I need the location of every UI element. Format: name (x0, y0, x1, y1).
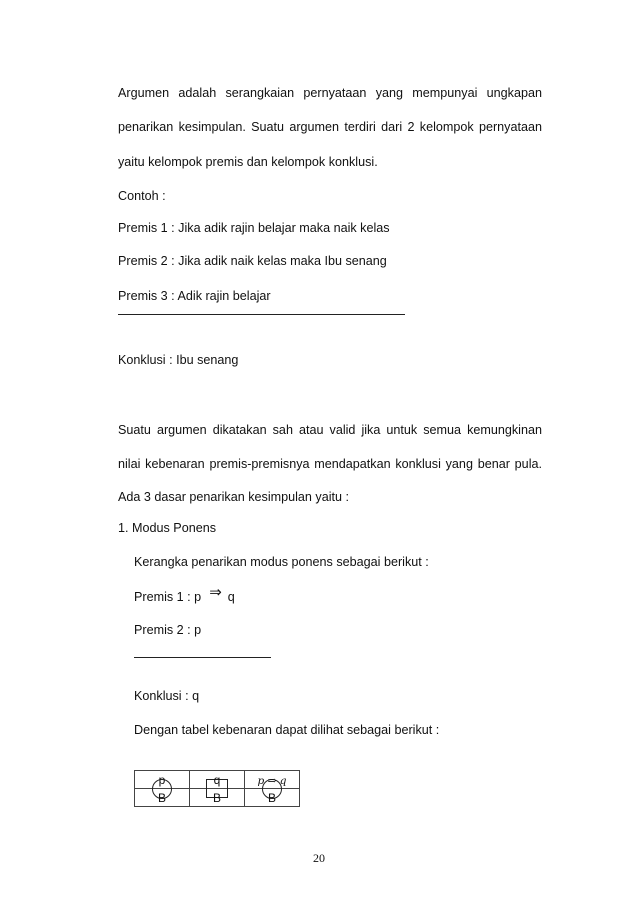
paragraph-2-line-2: nilai kebenaran premis-premisnya mendapatkan konklusi yang benar pula. (118, 457, 542, 471)
premis-1-suffix: q (227, 590, 235, 604)
truth-table-header-row (135, 771, 300, 789)
modus-ponens-premis-2: Premis 2 : p (134, 623, 202, 637)
modus-ponens-heading: 1. Modus Ponens (118, 521, 217, 535)
header-q: q (213, 772, 221, 787)
modus-ponens-divider (134, 657, 271, 658)
example-premis-2: Premis 2 : Jika adik naik kelas maka Ibu senang (118, 254, 387, 268)
example-premis-3: Premis 3 : Adik rajin belajar (118, 289, 271, 303)
cell-p-value (135, 789, 190, 807)
example-premis-1: Premis 1 : Jika adik rajin belajar maka naik kelas (118, 221, 390, 235)
implies-icon: ⇒ (209, 584, 222, 601)
truth-table-intro: Dengan tabel kebenaran dapat dilihat sebagai berikut : (134, 723, 440, 737)
example-label: Contoh : (118, 189, 166, 203)
paragraph-2-line-3: Ada 3 dasar penarikan kesimpulan yaitu : (118, 490, 350, 504)
paragraph-1-line-1: Argumen adalah serangkaian pernyataan yang mempunyai ungkapan (118, 86, 542, 100)
header-cell-q (190, 771, 245, 789)
page-number: 20 (313, 851, 325, 865)
paragraph-1-line-3: yaitu kelompok premis dan kelompok konklusi. (118, 155, 378, 169)
header-p-implies-q: p ⇒ q (257, 774, 287, 787)
modus-ponens-konklusi: Konklusi : q (134, 689, 200, 703)
cell-q-value (190, 789, 245, 807)
header-cell-p (135, 771, 190, 789)
value-p: B (157, 790, 166, 805)
truth-table-row (135, 789, 300, 807)
paragraph-2-line-1: Suatu argumen dikatakan sah atau valid jika untuk semua kemungkinan (118, 423, 542, 437)
header-cell-p-implies-q (245, 771, 300, 789)
value-p-implies-q: B (267, 790, 276, 805)
value-q: B (212, 790, 221, 805)
premis-1-prefix: Premis 1 : p (134, 590, 202, 604)
header-p: p (158, 772, 166, 787)
modus-ponens-premis-1 (134, 584, 235, 605)
paragraph-1-line-2: penarikan kesimpulan. Suatu argumen terdiri dari 2 kelompok pernyataan (118, 120, 542, 134)
example-konklusi: Konklusi : Ibu senang (118, 353, 239, 367)
cell-p-implies-q-value (245, 789, 300, 807)
truth-table (134, 770, 300, 807)
premise-divider (118, 314, 405, 315)
modus-ponens-intro: Kerangka penarikan modus ponens sebagai berikut : (134, 555, 429, 569)
